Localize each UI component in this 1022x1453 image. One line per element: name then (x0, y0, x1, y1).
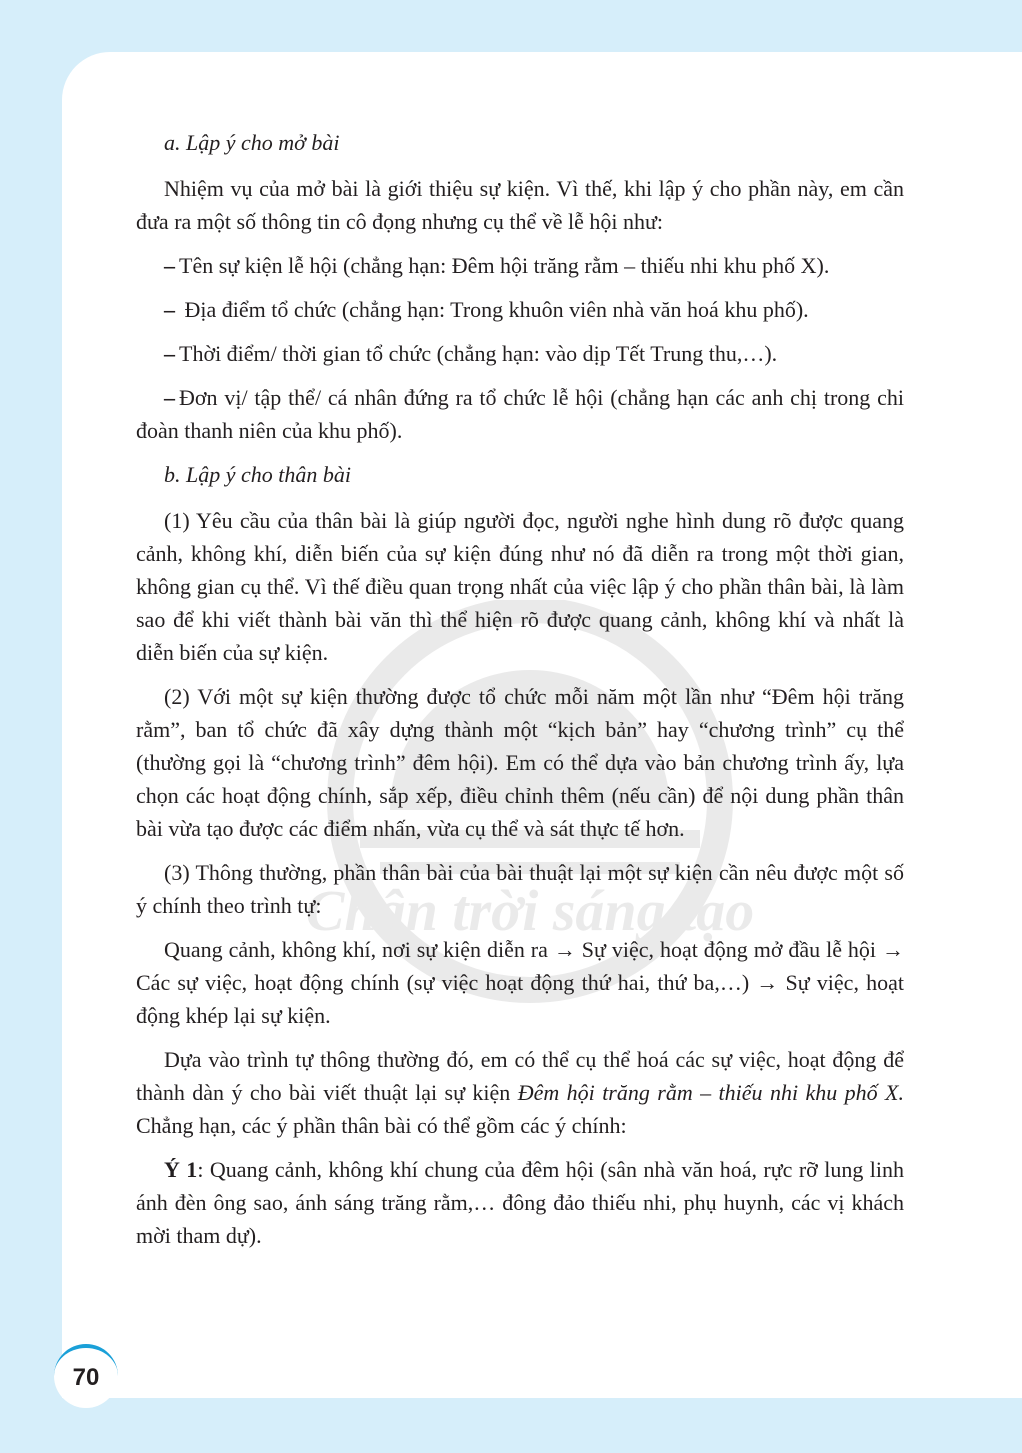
paragraph-4-text: Dựa vào trình tự thông thường đó, em có thể cụ thể hoá các sự việc, hoạt động để thành dàn ý cho bài viết thuật lại sự kiện (136, 1047, 904, 1105)
bullet-dash: – (164, 341, 175, 366)
bullet-item (136, 249, 904, 282)
bullet-dash: – (164, 253, 175, 278)
page-number: 70 (54, 1344, 118, 1408)
paragraph-3: (3) Thông thường, phần thân bài của bài thuật lại một sự kiện cần nêu được một số ý chính theo trình tự: (136, 860, 904, 918)
bullet-dash: – (164, 385, 175, 410)
section-a-heading: a. Lập ý cho mở bài (164, 130, 340, 155)
bullet-item (136, 293, 904, 326)
idea-1-label: Ý 1 (164, 1157, 198, 1182)
bullet-text: Thời điểm/ thời gian tổ chức (chẳng hạn: vào dịp Tết Trung thu,…). (179, 341, 778, 366)
bullet-item (136, 381, 904, 447)
bullet-text: Đơn vị/ tập thể/ cá nhân đứng ra tổ chức lễ hội (chẳng hạn các anh chị trong chi đoàn thanh niên của khu phố). (136, 385, 904, 443)
page-content (136, 126, 904, 1263)
watermark-text: Chân trời sáng tạo (305, 878, 755, 943)
sequence-paragraph: Quang cảnh, không khí, nơi sự kiện diễn ra → Sự việc, hoạt động mở đầu lễ hội → Các sự việc, hoạt động chính (sự việc hoạt động thứ hai, thứ ba,…) → Sự việc, hoạt động khép lại sự kiện. (136, 937, 904, 1028)
bullet-text: Tên sự kiện lễ hội (chẳng hạn: Đêm hội trăng rằm – thiếu nhi khu phố X). (179, 253, 830, 278)
bullet-dash: – (164, 297, 175, 322)
paragraph-1: (1) Yêu cầu của thân bài là giúp người đọc, người nghe hình dung rõ được quang cảnh, không khí, diễn biến của sự kiện đúng như nó đã diễn ra trong một thời gian, không gian cụ thể. Vì thế điều quan trọng nhất của việc lập ý cho phần thân bài, là làm sao để khi viết thành bài văn thì thể hiện rõ được quang cảnh, không khí và nhất là diễn biến của sự kiện. (136, 508, 904, 665)
paragraph-2: (2) Với một sự kiện thường được tổ chức mỗi năm một lần như “Đêm hội trăng rằm”, ban tổ chức đã xây dựng thành một “kịch bản” hay “chương trình” cụ thể (thường gọi là “chương trình” đêm hội). Em có thể dựa vào bản chương trình ấy, lựa chọn các hoạt động chính, sắp xếp, điều chỉnh thêm (nếu cần) để nội dung phần thân bài vừa tạo được các điểm nhấn, vừa cụ thể và sát thực tế hơn. (136, 684, 904, 841)
bullet-text: Địa điểm tổ chức (chẳng hạn: Trong khuôn viên nhà văn hoá khu phố). (179, 297, 809, 322)
section-b-heading: b. Lập ý cho thân bài (164, 462, 351, 487)
paragraph-4 (136, 1043, 904, 1142)
idea-1-paragraph (136, 1153, 904, 1252)
bullet-item (136, 337, 904, 370)
idea-1-text: : Quang cảnh, không khí chung của đêm hội (sân nhà văn hoá, rực rỡ lung linh ánh đèn ông sao, ánh sáng trăng rằm,… đông đảo thiếu nhi, phụ huynh, các vị khách mời tham dự). (136, 1157, 904, 1248)
event-title-italic: Đêm hội trăng rằm – thiếu nhi khu phố X. (517, 1080, 904, 1105)
section-a-intro: Nhiệm vụ của mở bài là giới thiệu sự kiện. Vì thế, khi lập ý cho phần này, em cần đưa ra một số thông tin cô đọng nhưng cụ thể về lễ hội như: (136, 176, 904, 234)
paragraph-4-tail: Chẳng hạn, các ý phần thân bài có thể gồm các ý chính: (136, 1113, 627, 1138)
